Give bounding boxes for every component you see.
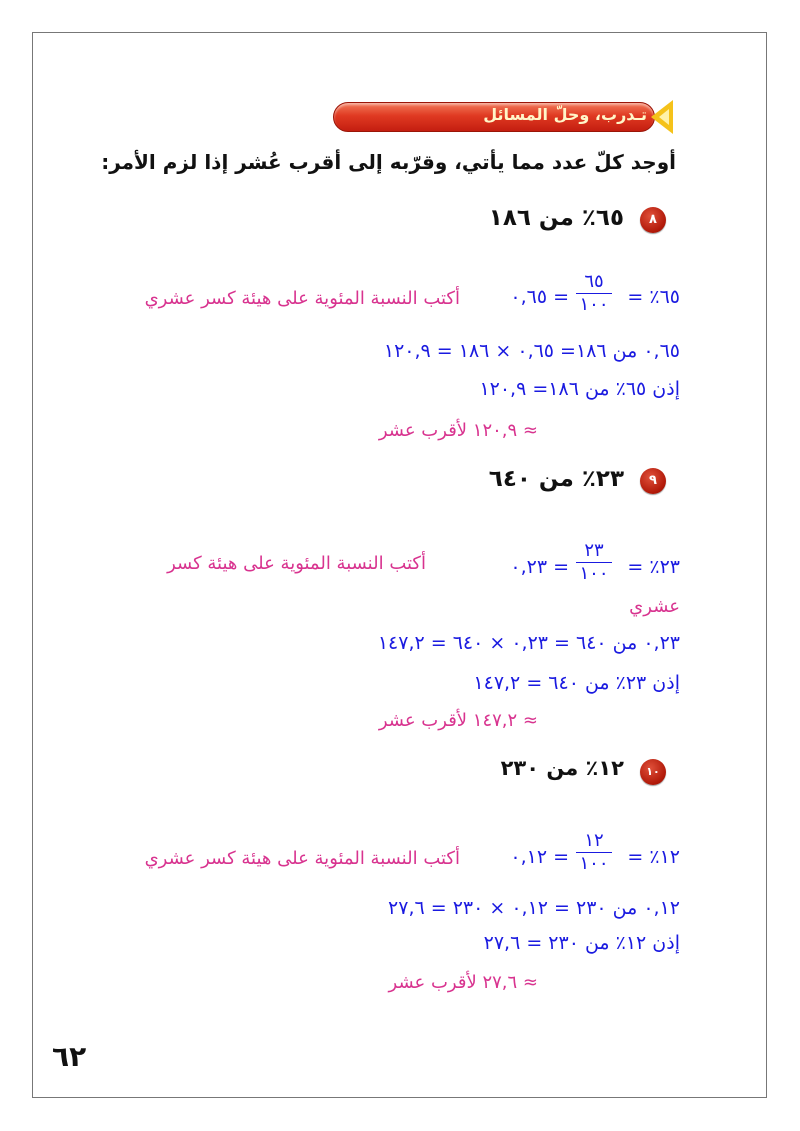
- decimal-value: = ٠,٢٣: [510, 556, 569, 578]
- problem-number-badge: ١٠: [640, 759, 666, 785]
- banner-arrow-highlight: [659, 109, 669, 125]
- conclusion-step: إذن ١٢٪ من ٢٣٠ = ٢٧,٦: [483, 932, 680, 954]
- rounded-answer: ≈ ١٢٠,٩ لأقرب عشر: [378, 420, 538, 441]
- rounded-answer: ≈ ٢٧,٦ لأقرب عشر: [388, 972, 538, 993]
- decimal-value: = ٠,١٢: [510, 846, 569, 868]
- hint-note: أكتب النسبة المئوية على هيئة كسر: [167, 553, 426, 574]
- rounded-answer: ≈ ١٤٧,٢ لأقرب عشر: [378, 710, 538, 731]
- conclusion-step: إذن ٢٣٪ من ٦٤٠ = ١٤٧,٢: [473, 672, 680, 694]
- percent-label: ٦٥٪ =: [627, 286, 680, 308]
- hint-note-continued: عشري: [629, 596, 680, 617]
- problem-number-badge: ٩: [640, 468, 666, 494]
- calculation-step: ٠,١٢ من ٢٣٠ = ٠,١٢ × ٢٣٠ = ٢٧,٦: [388, 897, 680, 919]
- calculation-step: ٠,٦٥ من ١٨٦= ٠,٦٥ × ١٨٦ = ١٢٠,٩: [383, 340, 680, 362]
- problem-number-badge: ٨: [640, 207, 666, 233]
- fraction-numerator: ٦٥: [576, 272, 612, 294]
- calculation-step: ٠,٢٣ من ٦٤٠ = ٠,٢٣ × ٦٤٠ = ١٤٧,٢: [377, 632, 680, 654]
- fraction: [576, 272, 612, 315]
- problem-question: ١٢٪ من ٢٣٠: [500, 756, 624, 780]
- conclusion-step: إذن ٦٥٪ من ١٨٦= ١٢٠,٩: [479, 378, 680, 400]
- fraction: [576, 831, 612, 874]
- hint-note: أكتب النسبة المئوية على هيئة كسر عشري: [144, 848, 460, 869]
- page-number: ٦٢: [52, 1040, 87, 1073]
- fraction-denominator: ١٠٠: [579, 853, 609, 874]
- percent-label: ١٢٪ =: [627, 846, 680, 868]
- problem-question: ٢٣٪ من ٦٤٠: [488, 466, 624, 492]
- hint-note: أكتب النسبة المئوية على هيئة كسر عشري: [144, 288, 460, 309]
- percent-label: ٢٣٪ =: [627, 556, 680, 578]
- problem-question: ٦٥٪ من ١٨٦: [488, 205, 624, 231]
- instruction-text: أوجد كلّ عدد مما يأتي، وقرّبه إلى أقرب عُشر إذا لزم الأمر:: [101, 150, 676, 174]
- fraction-denominator: ١٠٠: [579, 563, 609, 584]
- fraction-numerator: ٢٣: [576, 541, 612, 563]
- fraction: [576, 541, 612, 584]
- decimal-value: = ٠,٦٥: [510, 286, 569, 308]
- fraction-numerator: ١٢: [576, 831, 612, 853]
- section-banner: [333, 100, 673, 133]
- banner-title: تـدرب، وحلّ المسائل: [483, 105, 647, 124]
- fraction-denominator: ١٠٠: [579, 294, 609, 315]
